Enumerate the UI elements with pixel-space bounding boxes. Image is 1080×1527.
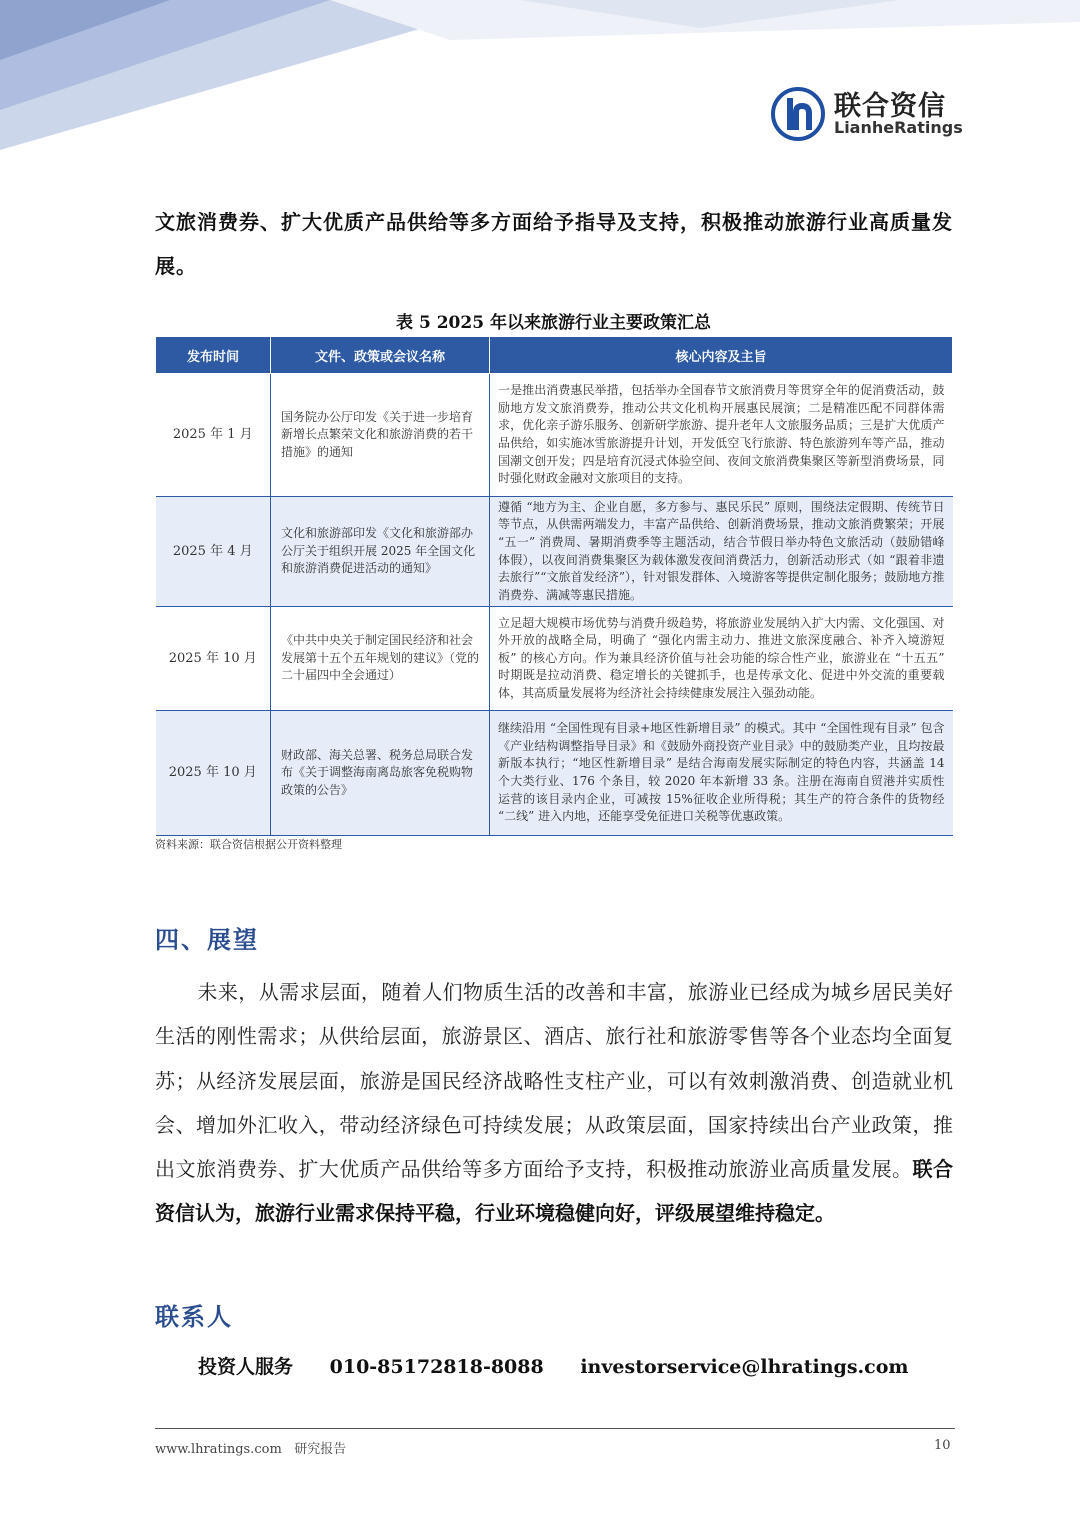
row-date: 2025 年 10 月	[156, 711, 271, 836]
table-row	[156, 374, 953, 497]
footer-left	[155, 1438, 346, 1457]
row-core-content: 继续沿用 “全国性现有目录+地区性新增目录” 的模式。其中 “全国性现有目录” 包含《产业结构调整指导目录》和《鼓励外商投资产业目录》中的鼓励类产业，且均按最新版本执行；“地区性新增目录” 是结合海南发展实际制定的特色内容，共涵盖 14 个大类行业、176 个条目，较 2020 年本新增 33 条。注册在海南自贸港并实质性运营的该目录内企业，可减按 15%征收企业所得税；其生产的符合条件的货物经 “二线” 进入内地，还能享受免征进口关税等优惠政策。	[490, 711, 953, 836]
contact-email[interactable]: investorservice@lhratings.com	[580, 1356, 909, 1378]
table-caption: 表 5 2025 年以来旅游行业主要政策汇总	[396, 313, 711, 333]
outlook-body: 未来，从需求层面，随着人们物质生活的改善和丰富，旅游业已经成为城乡居民美好生活的刚性需求；从供给层面，旅游景区、酒店、旅行社和旅游零售等各个业态均全面复苏；从经济发展层面，旅游是国民经济战略性支柱产业，可以有效刺激消费、创造就业机会、增加外汇收入，带动经济绿色可持续发展；从政策层面，国家持续出台产业政策，推出文旅消费券、扩大优质产品供给等多方面给予支持，积极推动旅游业高质量发展。	[155, 980, 953, 1182]
column-header-content: 核心内容及主旨	[490, 337, 953, 374]
row-date: 2025 年 4 月	[156, 497, 271, 607]
row-document-name: 国务院办公厅印发《关于进一步培育新增长点繁荣文化和旅游消费的若干措施》的通知	[271, 374, 490, 497]
column-header-document: 文件、政策或会议名称	[271, 337, 490, 374]
table-header-row	[156, 337, 953, 374]
row-date: 2025 年 1 月	[156, 374, 271, 497]
row-document-name: 《中共中央关于制定国民经济和社会发展第十五个五年规划的建议》（党的二十届四中全会通过）	[271, 607, 490, 711]
contact-row	[198, 1352, 938, 1379]
logo-mark-icon	[770, 86, 826, 142]
table-source-note: 资料来源：联合资信根据公开资料整理	[155, 838, 342, 851]
table-row	[156, 607, 953, 711]
column-header-date: 发布时间	[156, 337, 271, 374]
footer-divider	[155, 1428, 955, 1429]
continued-paragraph: 文旅消费券、扩大优质产品供给等多方面给予指导及支持，积极推动旅游行业高质量发展。	[155, 210, 953, 278]
row-core-content: 遵循 “地方为主、企业自愿，多方参与、惠民乐民” 原则，围绕法定假期、传统节日等节点，从供需两端发力，丰富产品供给、创新消费场景，推动文旅消费繁荣；开展 “五一” 消费周、暑期消费季等主题活动，结合节假日举办特色文旅活动（鼓励错峰体假），以夜间消费集聚区为载体激发夜间消费活力，创新活动形式（如 “跟着非遗去旅行”“文旅首发经济”），针对银发群体、入境游客等提供定制化服务；鼓励地方推消费券、满减等惠民措施。	[490, 497, 953, 607]
table-row	[156, 497, 953, 607]
outlook-paragraph	[155, 970, 953, 1236]
policy-table	[155, 336, 953, 836]
row-date: 2025 年 10 月	[156, 607, 271, 711]
company-logo	[770, 84, 970, 144]
row-document-name: 文化和旅游部印发《文化和旅游部办公厅关于组织开展 2025 年全国文化和旅游消费促进活动的通知》	[271, 497, 490, 607]
row-document-name: 财政部、海关总署、税务总局联合发布《关于调整海南离岛旅客免税购物政策的公告》	[271, 711, 490, 836]
footer-doc-type: 研究报告	[294, 1442, 347, 1457]
logo-chinese-name: 联合资信	[834, 91, 946, 122]
row-core-content: 立足超大规模市场优势与消费升级趋势，将旅游业发展纳入扩大内需、文化强国、对外开放的战略全局，明确了 “强化内需主动力、推进文旅深度融合、补齐入境游短板” 的核心方向。作为兼具经济价值与社会功能的综合性产业，旅游业在 “十五五” 时期既是拉动消费、稳定增长的关键抓手，也是传承文化、促进中外交流的重要载体，其高质量发展将为经济社会持续健康发展注入强劲动能。	[490, 607, 953, 711]
logo-english-name: LianheRatings	[834, 118, 963, 137]
page-number: 10	[934, 1438, 951, 1453]
contact-phone: 010-85172818-8088	[329, 1356, 544, 1378]
table-row	[156, 711, 953, 836]
section-heading-contact: 联系人	[155, 1303, 233, 1331]
row-core-content: 一是推出消费惠民举措，包括举办全国春节文旅消费月等贯穿全年的促消费活动，鼓励地方发文旅消费券，推动公共文化机构开展惠民展演；二是精准匹配不同群体需求，优化亲子游乐服务、创新研学旅游、提升老年人文旅服务品质；三是扩大优质产品供给，如实施冰雪旅游提升计划，开发低空飞行旅游、特色旅游列车等产品，推动国潮文创开发；四是培育沉浸式体验空间、夜间文旅消费集聚区等新型消费场景，同时强化财政金融对文旅项目的支持。	[490, 374, 953, 497]
section-heading-outlook: 四、展望	[155, 926, 259, 954]
contact-label: 投资人服务	[198, 1356, 294, 1378]
outlook-conclusion: 联合资信认为，旅游行业需求保持平稳，行业环境稳健向好，评级展望维持稳定。	[155, 1157, 954, 1226]
footer-website-link[interactable]: www.lhratings.com	[155, 1442, 282, 1457]
